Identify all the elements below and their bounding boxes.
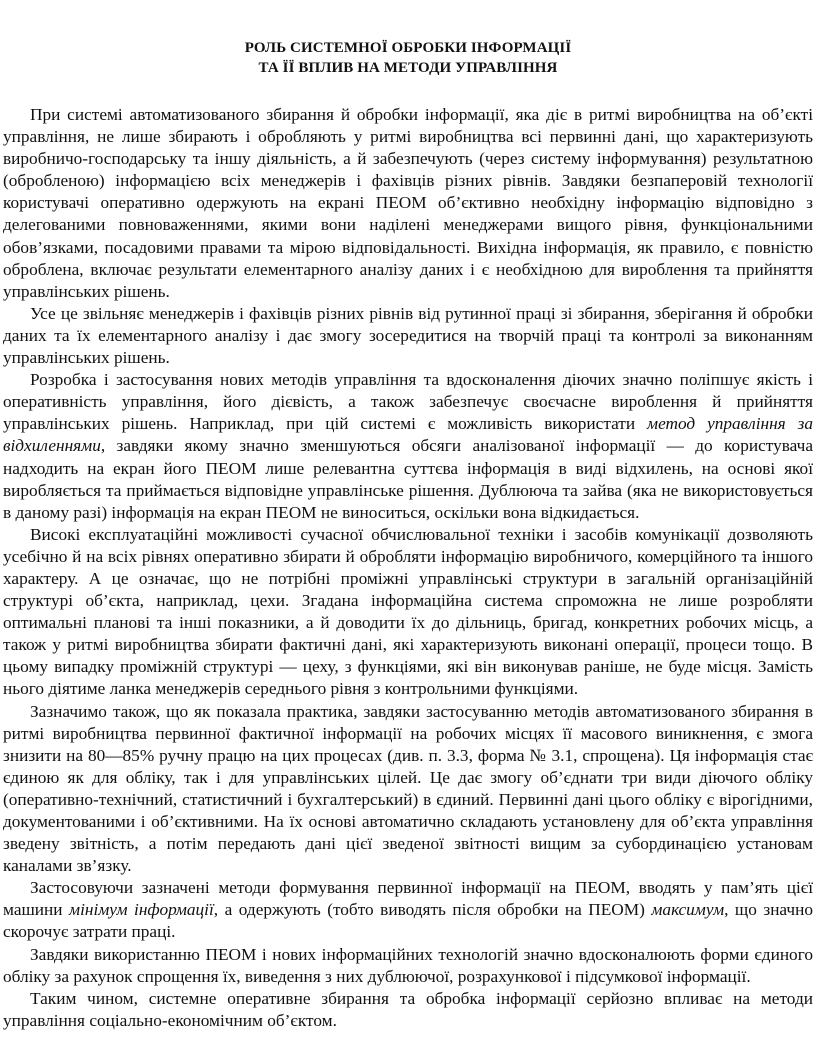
- paragraph-1: При системі автоматизованого збирання й обробки інформації, яка діє в ритмі виробництва на об’єкті управління, не лише збирають і обробляють у ритмі виробництва всі первинні дані, що характеризують виробничо-господарську та іншу діяльність, а й забезпечують (через систему інформування) результатною (обробленою) інформацією всіх менеджерів і фахівців різних рівнів. Завдяки безпаперовій технології користувачі оперативно одержують на екрані ПЕОМ об’єктивно необхідну інформацію відповідно з делегованими повноваженнями, якими вони наділені менеджерами вищого рівня, функціональними обов’язками, посадовими правами та мірою відповідальності. Вихідна інформація, як правило, є повністю оброблена, включає результати елементарного аналізу даних і є необхідною для вироблення та прийняття управлінських рішень.: [3, 105, 813, 301]
- paragraph-8: Таким чином, системне оперативне збирання та обробка інформації серйозно впливає на методи управління соціально-економічним об’єктом.: [3, 988, 813, 1030]
- paragraph-2: Усе це звільняє менеджерів і фахівців різних рівнів від рутинної праці зі збирання, зберігання й обробки даних та їх елементарного аналізу і дає змогу зосередитися на творчій праці та контролі за виконанням управлінських рішень.: [3, 303, 813, 368]
- paragraph-6-emphasis-minimum: мінімум інформації: [69, 900, 214, 920]
- paragraph-3-emphasis: метод управління за відхиленнями: [3, 414, 813, 456]
- paragraph-6-text-end: , що значно скорочує затрати праці.: [3, 900, 813, 942]
- document-body: [3, 104, 813, 1032]
- paragraph-3: [3, 369, 813, 524]
- paragraph-4: Високі експлуатаційні можливості сучасної обчислювальної техніки і засобів комунікації дозволяють усебічно й на всіх рівнях оперативно збирати й обробляти інформацію виробничого, комерційного та іншого характеру. А це означає, що не потрібні проміжні управлінські структури в загальній організаційній структурі об’єкта, наприклад, цехи. Згадана інформаційна система спроможна не лише розробляти оптимальні планові та інші показники, а й доводити їх до дільниць, бригад, конкретних робочих місць, а також у ритмі виробництва збирати фактичні дані, які характеризують виконані операції, процеси тощо. В цьому випадку проміжній структурі — цеху, з функціями, які він виконував раніше, не буде місця. Замість нього діятиме ланка менеджерів середнього рівня з контрольними функціями.: [3, 524, 813, 699]
- paragraph-3-text-start: Розробка і застосування нових методів управління та вдосконалення діючих значно поліпшує якість і оперативність управління, його дієвість, а також забезпечує своєчасне вироблення й прийняття управлінських рішень. Наприклад, при цій системі є можливість використати: [3, 370, 813, 434]
- paragraph-5: Зазначимо також, що як показала практика, завдяки застосуванню методів автоматизованого збирання в ритмі виробництва первинної фактичної інформації на робочих місцях її масового виникнення, є змога знизити на 80—85% ручну працю на цих процесах (див. п. 3.3, форма № 3.1, спрощена). Ця інформація стає єдиною як для обліку, так і для управлінських цілей. Це дає змогу об’єднати три види діючого обліку (оперативно-технічний, статистичний і бухгалтерський) в єдиний. Первинні дані цього обліку є вірогідними, документованими і об’єктивними. На їх основі автоматично складають установлену для об’єкта управління зведену звітність, а потім передають дані цієї зведеної звітності вищим за субординацією установам каналами зв’язку.: [3, 701, 813, 876]
- paragraph-6-text-start: Застосовуючи зазначені методи формування первинної інформації на ПЕОМ, вводять у пам’ять цієї машини: [3, 878, 813, 920]
- paragraph-6: [3, 877, 813, 943]
- paragraph-6-text-middle: , а одержують (тобто виводять після обробки на ПЕОМ): [213, 900, 652, 920]
- title-line-2: ТА ЇЇ ВПЛИВ НА МЕТОДИ УПРАВЛІННЯ: [258, 60, 558, 76]
- paragraph-3-text-end: , завдяки якому значно зменшуються обсяги аналізованої інформації — до користувача надходить на екран його ПЕОМ лише релевантна суттєва інформація в виді відхилень, на основі якої виробляється та приймається відповідне управлінське рішення. Дублююча та зайва (яка не використовується в даному разі) інформація на екран ПЕОМ не виноситься, оскільки вона відкидається.: [3, 436, 813, 522]
- paragraph-7: Завдяки використанню ПЕОМ і нових інформаційних технологій значно вдосконалюють форми єдиного обліку за рахунок спрощення їх, виведення з них дублюючої, розрахункової і підсумкової інформації.: [3, 944, 813, 986]
- title-line-1: РОЛЬ СИСТЕМНОЇ ОБРОБКИ ІНФОРМАЦІЇ: [244, 40, 572, 56]
- document-title: [0, 38, 816, 78]
- paragraph-6-emphasis-maximum: максимум: [651, 900, 725, 920]
